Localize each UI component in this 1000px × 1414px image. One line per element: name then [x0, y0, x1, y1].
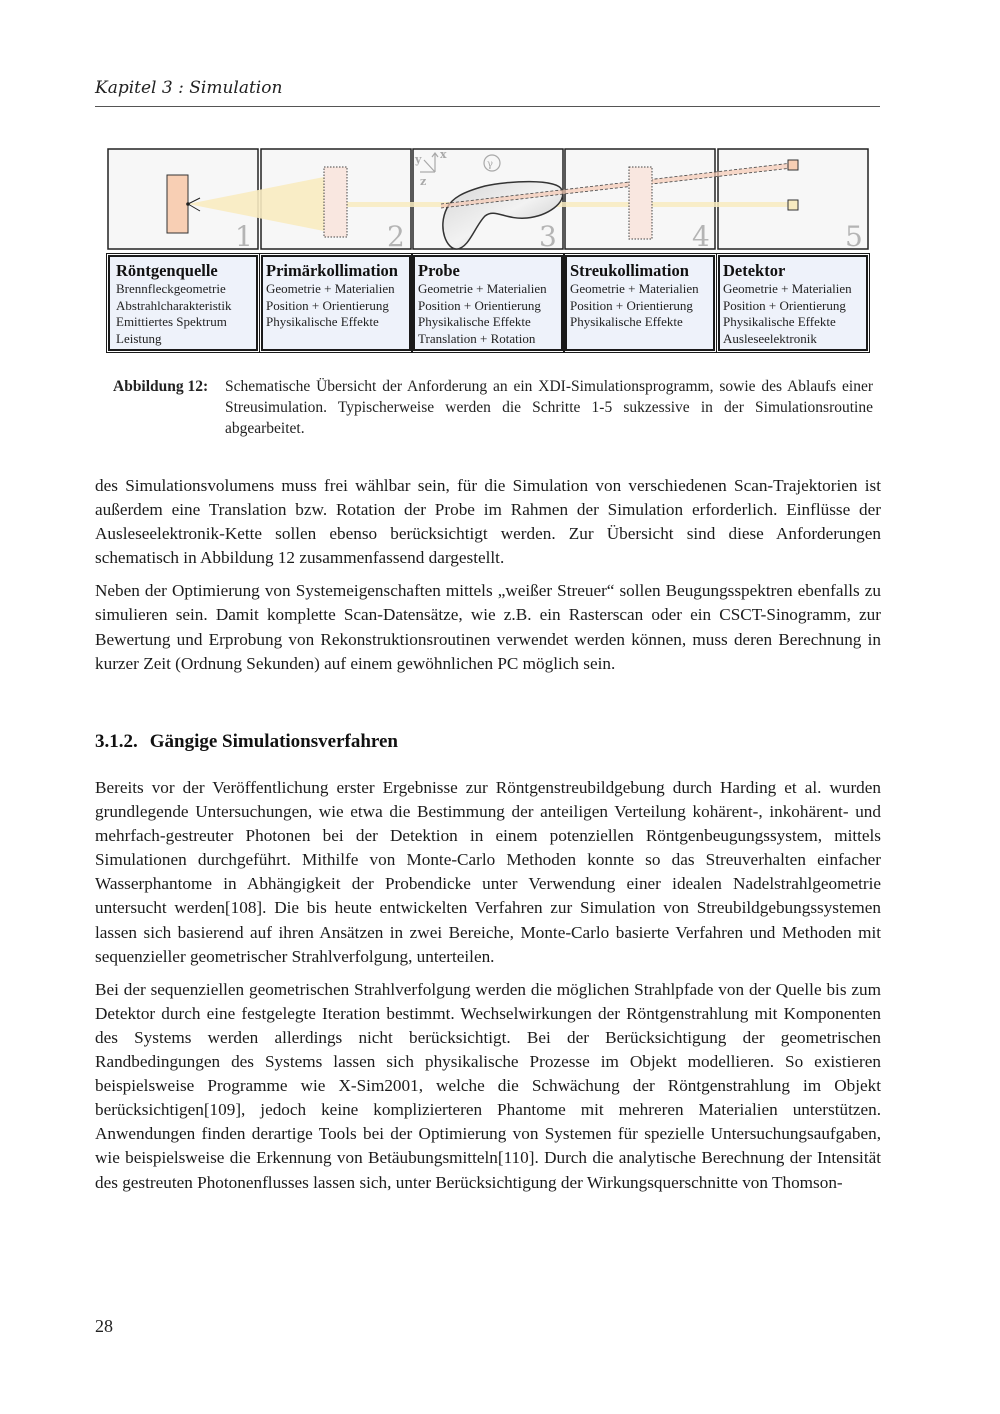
figure-12 — [107, 148, 869, 346]
axis-label-y: y — [415, 153, 422, 166]
box-line: Geometrie + Materialien — [266, 281, 395, 296]
paragraph: Neben der Optimierung von Systemeigenschaften mittels „weißer Streuer“ sollen Beugungsspektren ebenfalls zu simulieren sein. Damit komplette Scan-Datensätze, wie z.B. ein Rasterscan oder ein CSCT-Sinogramm, zur Bewertung und Erprobung von Rekonstruktionsroutinen verwendet werden können, muss deren Berechnung in kurzer Zeit (Ordnung Sekunden) auf einem gewöhnlichen PC möglich sein. — [95, 581, 881, 673]
box-roentgenquelle — [108, 255, 258, 351]
box-line: Emittiertes Spektrum — [116, 314, 227, 329]
box-line: Position + Orientierung — [570, 297, 693, 313]
box-line: Geometrie + Materialien — [418, 281, 547, 296]
box-title: Detektor — [723, 261, 786, 280]
detector-scatter-pixel — [788, 160, 798, 170]
primary-collimator — [324, 167, 347, 237]
box-line: Geometrie + Materialien — [723, 281, 852, 296]
box-title: Streukollimation — [570, 261, 689, 280]
box-line: Brennfleckgeometrie — [116, 281, 226, 296]
box-line: Leistung — [116, 330, 162, 346]
box-line: Position + Orientierung — [723, 297, 846, 313]
box-title: Röntgenquelle — [116, 261, 218, 280]
section-heading — [95, 731, 398, 753]
detector-primary-pixel — [788, 200, 798, 210]
box-primaerkollimation — [261, 255, 411, 351]
panel-number-2: 2 — [387, 220, 405, 252]
simulation-pipeline-diagram — [107, 148, 869, 252]
box-detektor — [718, 255, 868, 351]
body-text-top — [95, 474, 881, 676]
box-line: Geometrie + Materialien — [570, 281, 699, 296]
caption-label: Abbildung 12: — [113, 378, 209, 395]
running-header — [95, 78, 880, 107]
box-line: Physikalische Effekte — [723, 314, 836, 329]
box-line: Abstrahlcharakteristik — [116, 297, 232, 313]
panel-number-5: 5 — [845, 220, 863, 252]
box-title: Probe — [418, 261, 460, 280]
figure-caption — [113, 376, 873, 439]
box-line: Position + Orientierung — [418, 297, 541, 313]
caption-text: Schematische Übersicht der Anforderung an ein XDI-Simulationsprogramm, sowie des Ablaufs einer Streusimulation. Typischerweise werden die Schritte 1-5 sukzessive in der Simulationsroutine abgearbeitet. — [225, 378, 873, 437]
box-title: Primärkollimation — [266, 261, 398, 280]
box-line: Physikalische Effekte — [570, 314, 683, 329]
box-line: Position + Orientierung — [266, 297, 389, 313]
rotation-label-gamma: γ — [487, 159, 493, 170]
box-line: Ausleseelektronik — [723, 330, 817, 346]
paragraph: Bei der sequenziellen geometrischen Strahlverfolgung werden die möglichen Strahlpfade von der Quelle bis zum Detektor durch eine festgelegte Iteration bestimmt. Wechselwirkungen der Röntgenstrahlung mit Komponenten des Systems werden allerdings nicht berücksichtigt. Bei der Berücksichtigung der geometrischen Randbedingungen des Systems lassen sich physikalische Prozesse im Objekt modellieren. So existieren beispielsweise Programme wie X-Sim2001, welche die Schwächung der Röntgenstrahlung im Objekt berücksichtigen[109], jedoch keine komplizierteren Phantome mit mehreren Materialien unterstützen. Anwendungen finden derartige Tools bei der Optimierung von Systemen für spezielle Untersuchungsaufgaben, wie beispielsweise die Erkennung von Betäubungsmitteln[110]. Durch die analytische Berechnung der Intensität des gestreuten Photonenflusses lassen sich, unter Berücksichtigung der Wirkungsquerschnitte von Thomson- — [95, 979, 881, 1192]
panel-number-4: 4 — [692, 220, 710, 252]
box-line: Physikalische Effekte — [418, 314, 531, 329]
axis-label-z: z — [420, 175, 427, 188]
running-title: Kapitel 3 : Simulation — [95, 78, 283, 98]
requirement-boxes — [107, 255, 869, 357]
xray-source — [167, 175, 188, 233]
section-title: Gängige Simulationsverfahren — [149, 731, 398, 752]
box-line: Translation + Rotation — [418, 330, 536, 346]
paragraph: Bereits vor der Veröffentlichung erster Ergebnisse zur Röntgenstreubildgebung durch Harding et al. wurden grundlegende Untersuchungen, wie etwa die Bestimmung der anteiligen Verteilung kohärent-, inkohärent- und mehrfach-gestreuter Photonen bei der Detektion in einem potenziellen Röntgenbeugungssystem, mittels Simulationen durchgeführt. Mithilfe von Monte-Carlo Methoden konnte so das Streuverhalten einfacher Wasserphantome in Abhängigkeit der Probendicke unter Verwendung einer idealen Nadelstrahlgeometrie untersucht werden[108]. Die bis heute entwickelten Verfahren zur Simulation von Streubildgebungssystemen lassen sich basierend auf ihren Ansätzen in zwei Bereiche, Monte-Carlo basierte Verfahren und Methoden mit sequenzieller geometrischer Strahlverfolgung, unterteilen. — [95, 778, 881, 966]
page-number: 28 — [95, 1316, 113, 1336]
paragraph: des Simulationsvolumens muss frei wählbar sein, für die Simulation von verschiedenen Scan-Trajektorien ist außerdem eine Translation bzw. Rotation der Probe im Rahmen der Simulation erforderlich. Einflüsse der Ausleseelektronik-Kette sollen ebenso berücksichtigt werden. Zur Übersicht sind diese Anforderungen schematisch in Abbildung 12 zusammenfassend dargestellt. — [95, 476, 881, 568]
panel-number-3: 3 — [539, 220, 557, 252]
figure-diagram — [107, 148, 869, 250]
scatter-collimator — [629, 167, 652, 239]
body-text-bottom — [95, 776, 881, 1195]
box-line: Physikalische Effekte — [266, 314, 379, 329]
section-number: 3.1.2. — [95, 731, 138, 752]
axis-label-x: x — [440, 148, 447, 161]
box-probe — [413, 255, 563, 351]
panel-number-1: 1 — [235, 220, 253, 252]
box-streukollimation — [565, 255, 715, 351]
